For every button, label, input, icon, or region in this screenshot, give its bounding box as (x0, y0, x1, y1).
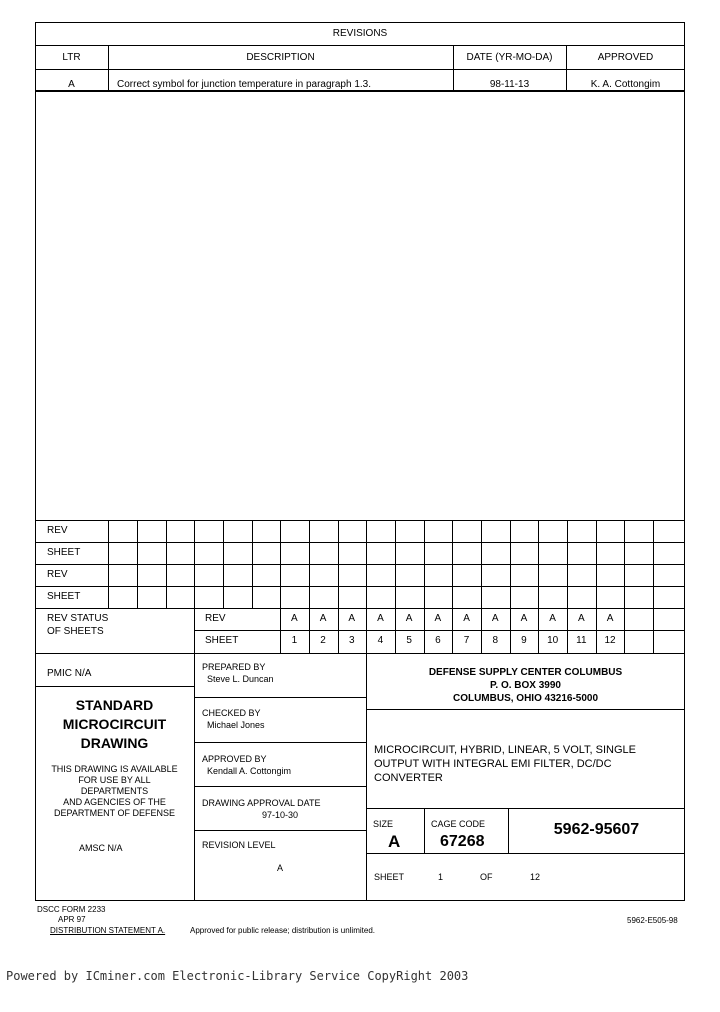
grid-line (653, 520, 654, 608)
grid-line (194, 630, 685, 631)
grid-line (194, 608, 195, 653)
header-description: DESCRIPTION (246, 52, 315, 63)
grid-line (35, 564, 685, 565)
of-sheets-label: OF SHEETS (47, 626, 104, 637)
block-divider (194, 742, 366, 743)
form-number: DSCC FORM 2233 (37, 905, 106, 914)
grid-line (194, 520, 195, 608)
drawing-title-line2: OUTPUT WITH INTEGRAL EMI FILTER, DC/DC (374, 758, 612, 770)
availability-line2: FOR USE BY ALL (78, 775, 151, 785)
agency-name: DEFENSE SUPPLY CENTER COLUMBUS (428, 667, 623, 678)
header-approved: APPROVED (597, 52, 654, 63)
rev-status-rev-cell: A (606, 613, 614, 624)
prepared-by-label: PREPARED BY (202, 662, 266, 672)
grid-line (452, 520, 453, 608)
grid-line (252, 520, 253, 608)
availability-line3: DEPARTMENTS (80, 786, 149, 796)
grid-line (137, 520, 138, 608)
rev-status-rev-cell: A (348, 613, 356, 624)
rev-status-sheet-cell: 10 (547, 635, 559, 646)
availability-line5: DEPARTMENT OF DEFENSE (53, 808, 176, 818)
rev-status-sheet-cell: 9 (521, 635, 527, 646)
rev-status-rev-cell: A (405, 613, 413, 624)
standard-line1: STANDARD (75, 697, 154, 713)
rev-status-rev-cell: A (319, 613, 327, 624)
rev-status-sheet-cell: 4 (377, 635, 384, 646)
rev-status-sheet-cell: 12 (604, 635, 616, 646)
grid-line (35, 586, 685, 587)
rev-status-sheet-cell: 1 (291, 635, 298, 646)
grid-label-sheet: SHEET (47, 547, 81, 558)
grid-line (35, 520, 685, 521)
rev-status-sheet-label: SHEET (205, 635, 239, 646)
grid-line (366, 520, 367, 608)
revision-approved: K. A. Cottongim (590, 79, 661, 90)
rev-status-label: REV STATUS (47, 613, 109, 624)
block-divider (424, 808, 425, 853)
grid-line (653, 608, 654, 653)
header-date: DATE (YR-MO-DA) (466, 52, 553, 63)
rev-status-rev-cell: A (549, 613, 556, 624)
of-label: OF (480, 872, 493, 882)
revision-level-label: REVISION LEVEL (202, 840, 276, 850)
grid-line (538, 520, 539, 608)
block-divider (35, 686, 194, 687)
grid-label-rev: REV (47, 525, 68, 536)
grid-line (510, 520, 511, 608)
block-divider (194, 786, 366, 787)
watermark-text: Powered by ICminer.com Electronic-Library Service CopyRight 2003 (6, 969, 469, 983)
rev-status-sheet-cell: 3 (348, 635, 355, 646)
pmic-label: PMIC N/A (47, 668, 92, 679)
grid-line (395, 520, 396, 608)
amsc-label: AMSC N/A (79, 843, 123, 853)
grid-line (35, 542, 685, 543)
revision-level: A (276, 863, 283, 873)
grid-line (338, 520, 339, 608)
approved-by-label: APPROVED BY (202, 754, 267, 764)
rev-status-rev-cell: A (491, 613, 499, 624)
standard-line2: MICROCIRCUIT (62, 716, 167, 732)
revision-description: Correct symbol for junction temperature in paragraph 1.3. (117, 79, 372, 90)
block-divider (366, 808, 685, 809)
of-total: 12 (530, 872, 541, 882)
rev-status-sheet-cell: 7 (463, 635, 470, 646)
distribution-statement-label: DISTRIBUTION STATEMENT A. (50, 926, 166, 935)
revisions-title-divider (35, 45, 685, 46)
grid-label-sheet: SHEET (47, 591, 81, 602)
grid-line (309, 520, 310, 608)
sheet-label: SHEET (374, 872, 405, 882)
block-divider (366, 853, 685, 854)
grid-line (223, 520, 224, 608)
cage-code-label: CAGE CODE (431, 819, 486, 829)
size-label: SIZE (373, 819, 394, 829)
approval-date: 97-10-30 (261, 810, 299, 820)
agency-city: COLUMBUS, OHIO 43216-5000 (452, 693, 599, 704)
drawing-number: 5962-95607 (553, 821, 640, 838)
revisions-header-divider (35, 69, 685, 70)
header-ltr: LTR (62, 52, 81, 63)
rev-status-sheet-cell: 5 (406, 635, 412, 646)
grid-line (481, 520, 482, 608)
block-divider (366, 709, 685, 710)
grid-line (596, 520, 597, 608)
rev-status-rev-cell: A (434, 613, 442, 624)
grid-line (35, 608, 685, 609)
grid-line (567, 520, 568, 608)
availability-line1: THIS DRAWING IS AVAILABLE (51, 764, 178, 774)
availability-line4: AND AGENCIES OF THE (63, 797, 166, 807)
form-date: APR 97 (58, 915, 86, 924)
rev-status-sheet-cell: 11 (576, 635, 587, 646)
drawing-title-line1: MICROCIRCUIT, HYBRID, LINEAR, 5 VOLT, SINGLE (374, 744, 637, 756)
standard-line3: DRAWING (80, 735, 149, 751)
rev-status-rev-cell: A (291, 613, 298, 624)
block-divider (194, 697, 366, 698)
prepared-by-name: Steve L. Duncan (207, 674, 274, 684)
rev-status-rev-label: REV (205, 613, 226, 624)
grid-line (35, 653, 685, 654)
sheet-number: 1 (438, 872, 444, 882)
grid-label-rev: REV (47, 569, 68, 580)
grid-line (280, 520, 281, 608)
checked-by-label: CHECKED BY (202, 708, 261, 718)
grid-line (166, 520, 167, 608)
approved-by-name: Kendall A. Cottongim (207, 766, 292, 776)
rev-status-sheet-cell: 2 (320, 635, 326, 646)
cage-code-value: 67268 (440, 833, 485, 850)
revision-date: 98-11-13 (489, 79, 530, 90)
document-code: 5962-E505-98 (627, 916, 678, 925)
approval-date-label: DRAWING APPROVAL DATE (202, 798, 321, 808)
rev-status-rev-cell: A (520, 613, 528, 624)
checked-by-name: Michael Jones (207, 720, 265, 730)
rev-status-rev-cell: A (578, 613, 585, 624)
rev-status-rev-cell: A (463, 613, 470, 624)
size-value: A (388, 832, 401, 851)
rev-status-rev-cell: A (377, 613, 384, 624)
grid-line (108, 520, 109, 608)
grid-line (624, 520, 625, 608)
block-divider (194, 830, 366, 831)
rev-status-sheet-cell: 8 (492, 635, 499, 646)
agency-po-box: P. O. BOX 3990 (490, 680, 561, 691)
distribution-statement-text: Approved for public release; distribution is unlimited. (190, 926, 375, 935)
rev-status-sheet-cell: 6 (435, 635, 441, 646)
revisions-title: REVISIONS (332, 28, 388, 39)
drawing-title-line3: CONVERTER (374, 772, 443, 784)
revision-ltr: A (68, 79, 75, 90)
grid-line (424, 520, 425, 608)
